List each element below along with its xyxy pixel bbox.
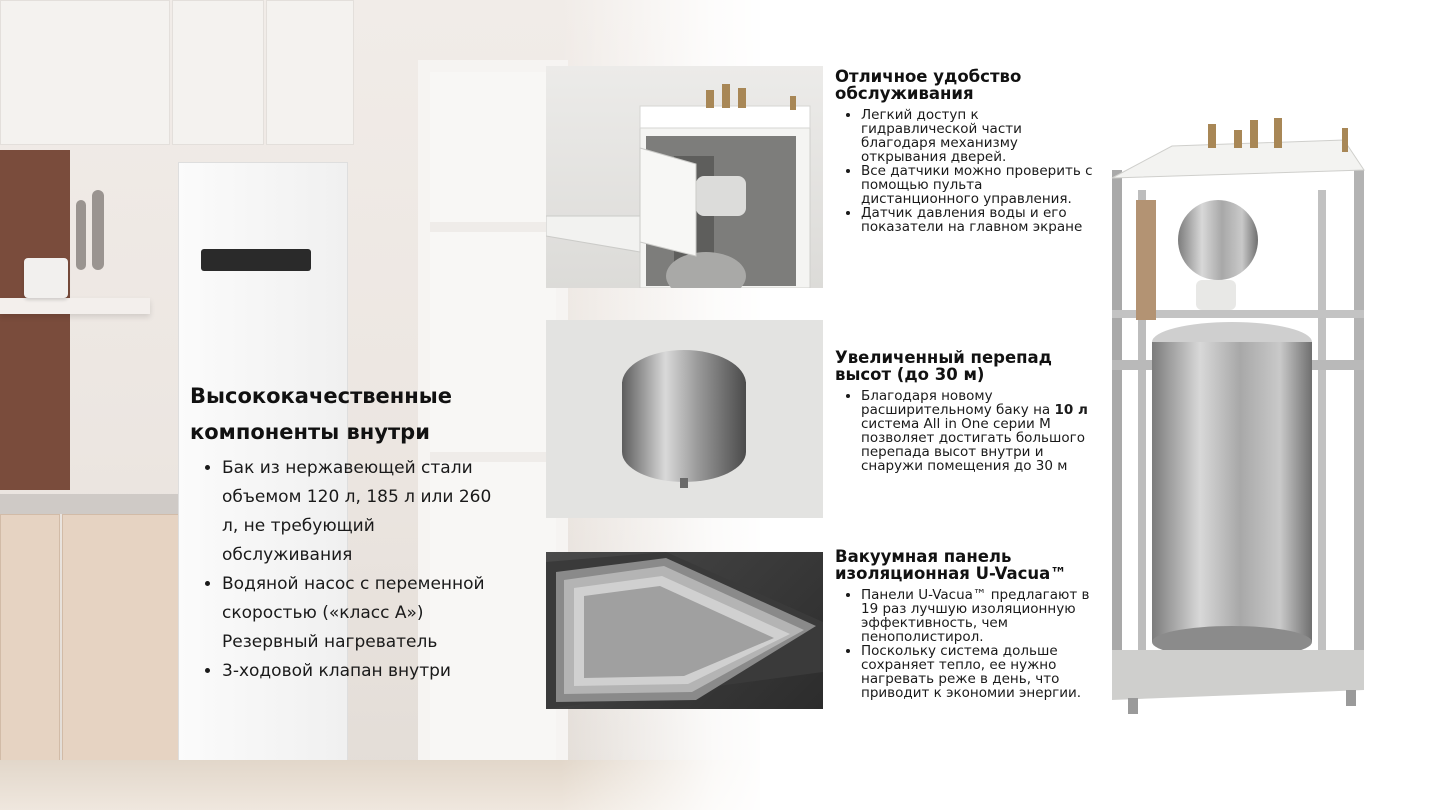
vacuum-panel-photo: [546, 552, 823, 709]
heat-pump-unit-illustration: [1108, 110, 1378, 720]
feature-title: [835, 68, 1097, 102]
utensil-holder: [24, 258, 68, 298]
list-item: [861, 389, 1097, 473]
open-unit-illustration: [546, 66, 823, 288]
feature-vacuum-panel: [835, 548, 1097, 700]
item-text: Благодаря новому расширительному баку на: [861, 388, 1051, 418]
title-line: Отличное удобство: [835, 67, 1022, 86]
title-line: Высококачественные: [190, 384, 453, 408]
upper-cabinet: [266, 0, 354, 145]
left-feature-block: [190, 378, 500, 686]
left-feature-title: [190, 378, 500, 450]
list-item: • Легкий доступ к гидравлической части благодаря механизму открывания дверей.: [861, 108, 1097, 164]
list-item: • Датчик давления воды и его показатели на главном экране: [861, 206, 1097, 234]
unit-display-panel: [201, 249, 311, 271]
title-line: Увеличенный перепад: [835, 348, 1052, 367]
feature-title: [835, 349, 1097, 383]
title-line: высот (до 30 м): [835, 365, 985, 384]
lower-cabinet: [0, 514, 60, 774]
title-line: компоненты внутри: [190, 420, 430, 444]
insulation-panel-icon: [546, 552, 823, 709]
feature-list: [835, 588, 1097, 700]
whisk-icon: [92, 190, 104, 270]
title-line: Вакуумная панель: [835, 547, 1012, 566]
expansion-tank-photo: [546, 320, 823, 518]
window-bar: [430, 222, 556, 232]
list-item: • Все датчики можно проверить с помощью пульта дистанционного управления.: [861, 164, 1097, 206]
upper-cabinet: [172, 0, 264, 145]
list-item: • Поскольку система дольше сохраняет тепло, ее нужно нагревать реже в день, что приводит к экономии энергии.: [861, 644, 1097, 700]
feature-title: [835, 548, 1097, 582]
list-item: • Бак из нержавеющей стали объемом 120 л, 185 л или 260 л, не требующий обслуживания: [222, 454, 500, 570]
item-bold-text: 10 л: [1054, 402, 1088, 418]
item-text: система All in One серии M позволяет достигать большого перепада высот внутри и снаружи помещения до 30 м: [861, 416, 1085, 474]
service-access-photo: [546, 66, 823, 288]
left-feature-list: [190, 454, 500, 686]
list-item: • Панели U-Vacua™ предлагают в 19 раз лучшую изоляционную эффективность, чем пенополистирол.: [861, 588, 1097, 644]
title-line: изоляционная U-Vacua™: [835, 564, 1067, 583]
wall-shelf: [0, 298, 150, 314]
all-in-one-unit-photo: [1108, 110, 1378, 720]
list-item: • 3-ходовой клапан внутри: [222, 657, 500, 686]
feature-list: [835, 108, 1097, 234]
feature-list: [835, 389, 1097, 473]
list-item: • Водяной насос с переменной скоростью («класс A») Резервный нагреватель: [222, 570, 500, 657]
feature-height-difference: [835, 349, 1097, 473]
whisk-icon: [76, 200, 86, 270]
countertop: [0, 494, 200, 514]
upper-cabinet: [0, 0, 170, 145]
feature-service: [835, 68, 1097, 234]
title-line: обслуживания: [835, 84, 974, 103]
brick-backsplash: [0, 150, 70, 490]
expansion-tank-icon: [546, 320, 823, 518]
